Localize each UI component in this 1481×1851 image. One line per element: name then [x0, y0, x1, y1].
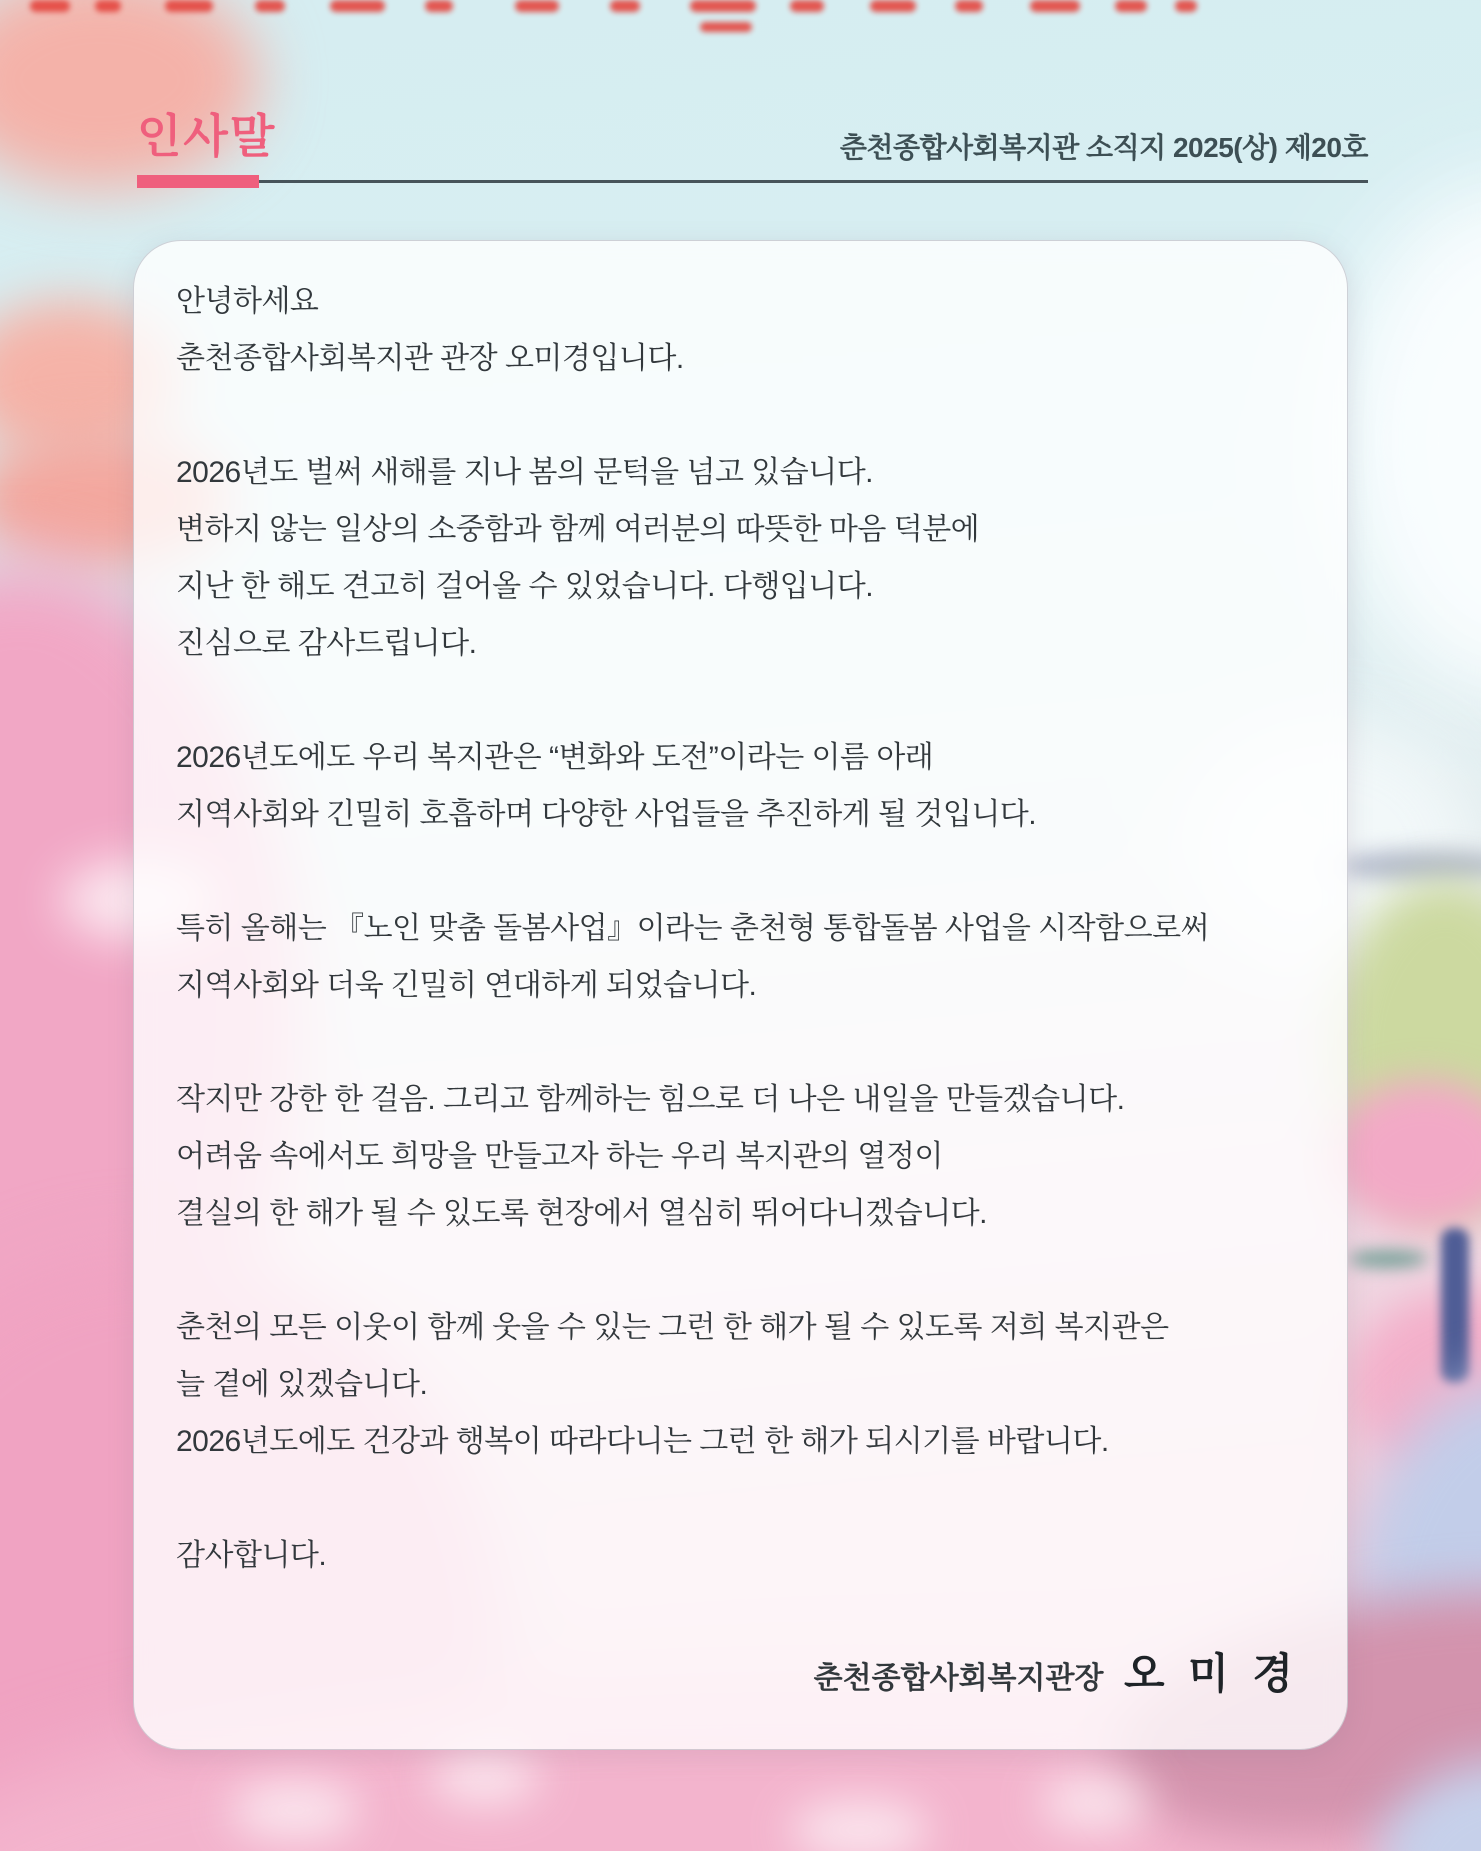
letter-line: 감사합니다. [176, 1539, 327, 1572]
highlight-blob [1040, 1775, 1150, 1830]
highlight-blob [790, 1800, 930, 1851]
branch-dot [425, 0, 453, 12]
branch-dot [95, 0, 121, 12]
letter-paragraph [176, 1071, 1299, 1242]
greeting-card [133, 240, 1348, 1750]
branch-dot [255, 0, 285, 12]
cloud-blob [1330, 180, 1481, 700]
branch-dot [790, 0, 824, 12]
branch-dot [610, 0, 640, 12]
branch-dot [1175, 0, 1197, 12]
branch-dot [690, 0, 756, 12]
branch-dot [1030, 0, 1080, 12]
letter-line: 2026년도에도 건강과 행복이 따라다니는 그런 한 해가 되시기를 바랍니다. [176, 1425, 1109, 1458]
letter-line: 결실의 한 해가 될 수 있도록 현장에서 열심히 뛰어다니겠습니다. [176, 1197, 987, 1230]
letter-line: 지역사회와 더욱 긴밀히 연대하게 되었습니다. [176, 969, 757, 1002]
letter-line: 특히 올해는 『노인 맞춤 돌봄사업』이라는 춘천형 통합돌봄 사업을 시작함으로써 [176, 912, 1210, 945]
signature-name: 오 미 경 [1123, 1650, 1299, 1697]
page-title: 인사말 [137, 110, 277, 162]
letter-line: 어려움 속에서도 희망을 만들고자 하는 우리 복지관의 열정이 [176, 1140, 943, 1173]
letter-paragraph [176, 900, 1299, 1014]
branch-dot [515, 0, 559, 12]
issue-label: 춘천종합사회복지관 소직지 2025(상) 제20호 [839, 132, 1368, 163]
letter-body [134, 241, 1347, 1701]
letter-line: 2026년도 벌써 새해를 지나 봄의 문턱을 넘고 있습니다. [176, 456, 874, 489]
lamppost-blob [1441, 1228, 1469, 1383]
branch-dot [870, 0, 916, 12]
branch-dot [700, 22, 752, 32]
header-divider-accent [137, 175, 259, 188]
letter-paragraph [176, 1299, 1299, 1470]
letter-paragraph [176, 273, 1299, 387]
signature-role: 춘천종합사회복지관장 [813, 1662, 1104, 1695]
letter-line: 진심으로 감사드립니다. [176, 627, 477, 660]
letter-line: 춘천의 모든 이웃이 함께 웃을 수 있는 그런 한 해가 될 수 있도록 저희 복지관은 [176, 1311, 1169, 1344]
header-divider [137, 180, 1368, 183]
letter-line: 늘 곁에 있겠습니다. [176, 1368, 428, 1401]
branch-dot [165, 0, 213, 12]
branch-dot [330, 0, 385, 12]
branch-dot [30, 0, 70, 12]
letter-line: 변하지 않는 일상의 소중함과 함께 여러분의 따뜻한 마음 덕분에 [176, 513, 980, 546]
letter-paragraph [176, 1527, 1299, 1584]
highlight-blob [230, 1780, 360, 1840]
letter-line: 지난 한 해도 견고히 걸어올 수 있었습니다. 다행입니다. [176, 570, 874, 603]
highlight-blob [430, 1750, 540, 1805]
hedge-blob [1348, 1250, 1428, 1268]
branch-dot [955, 0, 983, 12]
letter-line: 2026년도에도 우리 복지관은 “변화와 도전”이라는 이름 아래 [176, 741, 934, 774]
letter-line: 안녕하세요 [176, 285, 319, 318]
letter-paragraph [176, 729, 1299, 843]
signature [176, 1641, 1299, 1701]
letter-line: 춘천종합사회복지관 관장 오미경입니다. [176, 342, 684, 375]
letter-line: 작지만 강한 한 걸음. 그리고 함께하는 힘으로 더 나은 내일을 만들겠습니다. [176, 1083, 1125, 1116]
letter-paragraph [176, 444, 1299, 672]
letter-line: 지역사회와 긴밀히 호흡하며 다양한 사업들을 추진하게 될 것입니다. [176, 798, 1037, 831]
branch-dot [1115, 0, 1147, 12]
